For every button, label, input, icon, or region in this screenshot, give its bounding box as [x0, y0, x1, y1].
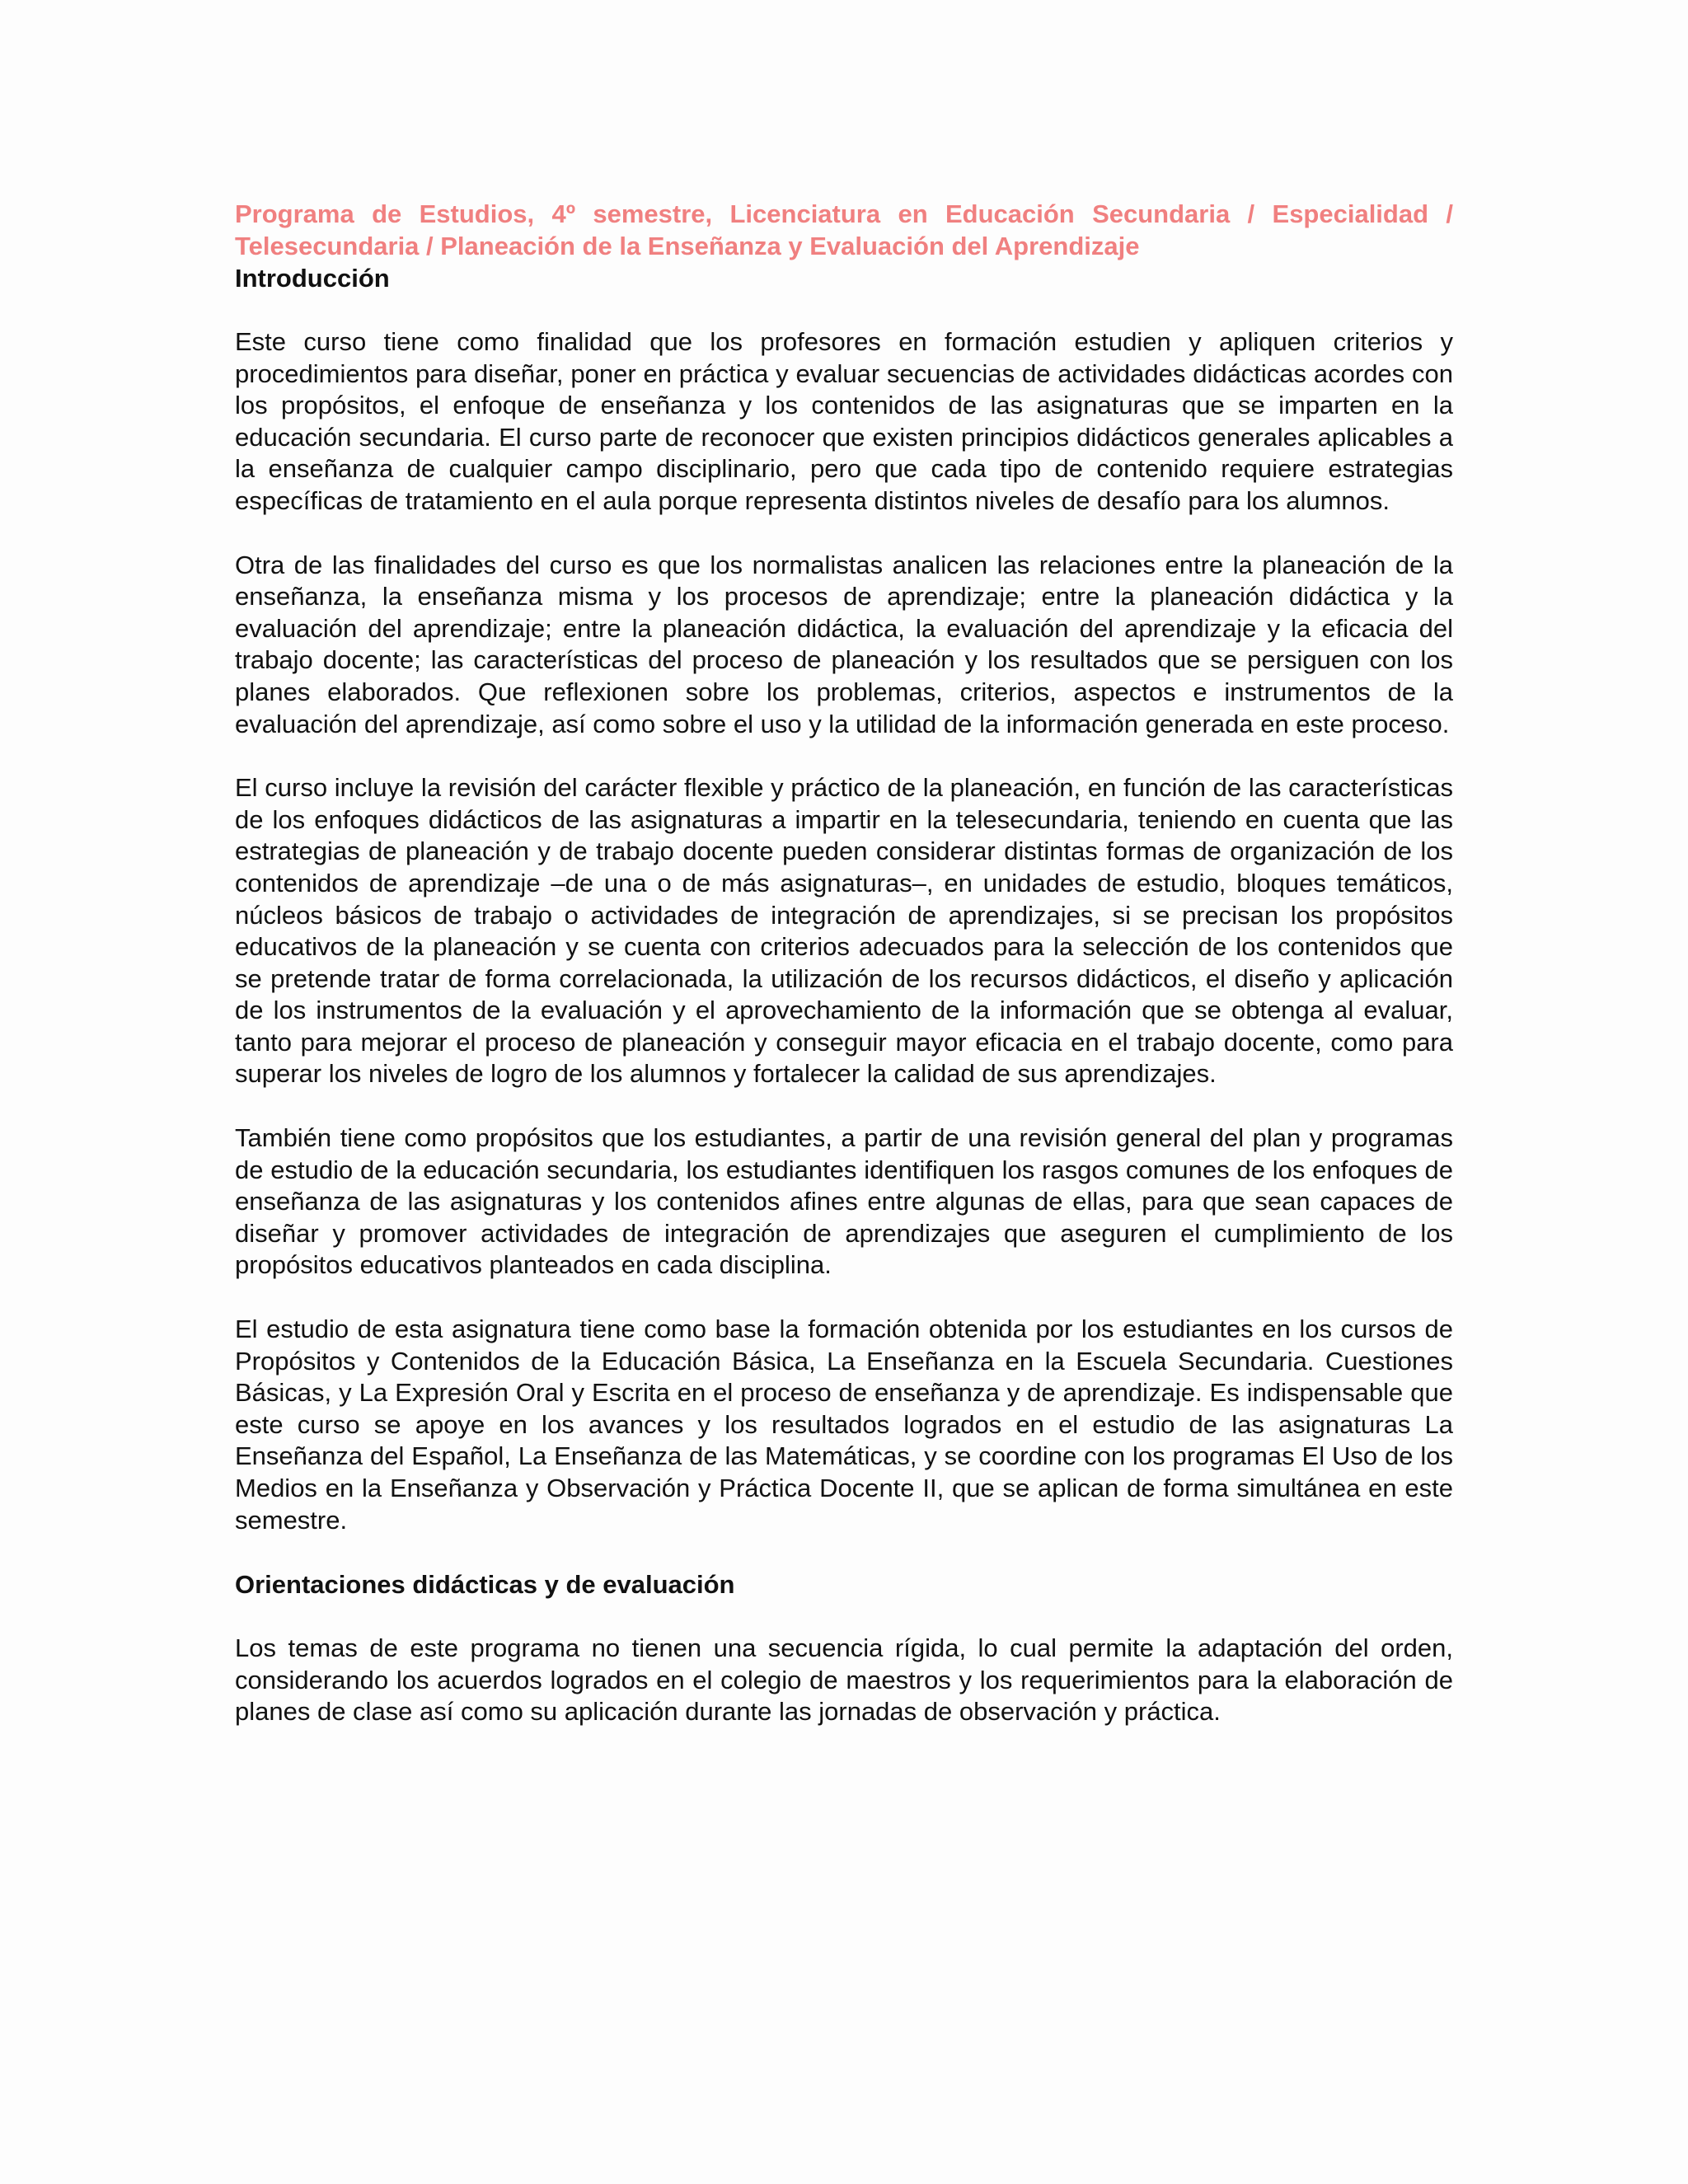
intro-paragraph-5: El estudio de esta asignatura tiene como base la formación obtenida por los estudiantes en los cursos de Propósitos y Contenidos de la Educación Básica, La Enseñanza en la Escuela Secundaria. Cuestiones Básicas, y La Expresión Oral y Escrita en el proceso de enseñanza y de aprendizaje. Es indispensable que este curso se apoye en los avances y los resultados logrados en el estudio de las asignaturas La Enseñanza del Español, La Enseñanza de las Matemáticas, y se coordine con los programas El Uso de los Medios en la Enseñanza y Observación y Práctica Docente II, que se aplican de forma simultánea en este semestre.: [235, 1315, 1453, 1535]
document-body: [235, 198, 1453, 1728]
orientaciones-paragraph-1: Los temas de este programa no tienen una secuencia rígida, lo cual permite la adaptación del orden, considerando los acuerdos logrados en el colegio de maestros y los requerimientos para la elaboración de planes de clase así como su aplicación durante las jornadas de observación y práctica.: [235, 1633, 1453, 1727]
introduction-heading: Introducción: [235, 264, 390, 293]
program-title: Programa de Estudios, 4º semestre, Licenciatura en Educación Secundaria / Especialidad / Telesecundaria / Planeación de la Enseñanza y Evaluación del Aprendizaje: [235, 199, 1453, 260]
intro-paragraph-1: Este curso tiene como finalidad que los profesores en formación estudien y apliquen criterios y procedimientos para diseñar, poner en práctica y evaluar secuencias de actividades didácticas acordes con los propósitos, el enfoque de enseñanza y los contenidos de las asignaturas que se imparten en la educación secundaria. El curso parte de reconocer que existen principios didácticos generales aplicables a la enseñanza de cualquier campo disciplinario, pero que cada tipo de contenido requiere estrategias específicas de tratamiento en el aula porque representa distintos niveles de desafío para los alumnos.: [235, 327, 1453, 515]
intro-paragraph-4: También tiene como propósitos que los estudiantes, a partir de una revisión general del plan y programas de estudio de la educación secundaria, los estudiantes identifiquen los rasgos comunes de los enfoques de enseñanza de las asignaturas y los contenidos afines entre algunas de ellas, para que sean capaces de diseñar y promover actividades de integración de aprendizajes que aseguren el cumplimiento de los propósitos educativos planteados en cada disciplina.: [235, 1123, 1453, 1280]
orientaciones-heading: Orientaciones didácticas y de evaluación: [235, 1570, 735, 1600]
intro-paragraph-2: Otra de las finalidades del curso es que los normalistas analicen las relaciones entre la planeación de la enseñanza, la enseñanza misma y los procesos de aprendizaje; entre la planeación didáctica y la evaluación del aprendizaje; entre la planeación didáctica, la evaluación del aprendizaje y la eficacia del trabajo docente; las características del proceso de planeación y los resultados que se persiguen con los planes elaborados. Que reflexionen sobre los problemas, criterios, aspectos e instrumentos de la evaluación del aprendizaje, así como sobre el uso y la utilidad de la información generada en este proceso.: [235, 550, 1453, 738]
intro-paragraph-3: El curso incluye la revisión del carácter flexible y práctico de la planeación, en función de las características de los enfoques didácticos de las asignaturas a impartir en la telesecundaria, teniendo en cuenta que las estrategias de planeación y de trabajo docente pueden considerar distintas formas de organización de los contenidos de aprendizaje –de una o de más asignaturas–, en unidades de estudio, bloques temáticos, núcleos básicos de trabajo o actividades de integración de aprendizajes, si se precisan los propósitos educativos de la planeación y se cuenta con criterios adecuados para la selección de los contenidos que se pretende tratar de forma correlacionada, la utilización de los recursos didácticos, el diseño y aplicación de los instrumentos de la evaluación y el aprovechamiento de la información que se obtenga al evaluar, tanto para mejorar el proceso de planeación y conseguir mayor eficacia en el trabajo docente, como para superar los niveles de logro de los alumnos y fortalecer la calidad de sus aprendizajes.: [235, 773, 1453, 1089]
